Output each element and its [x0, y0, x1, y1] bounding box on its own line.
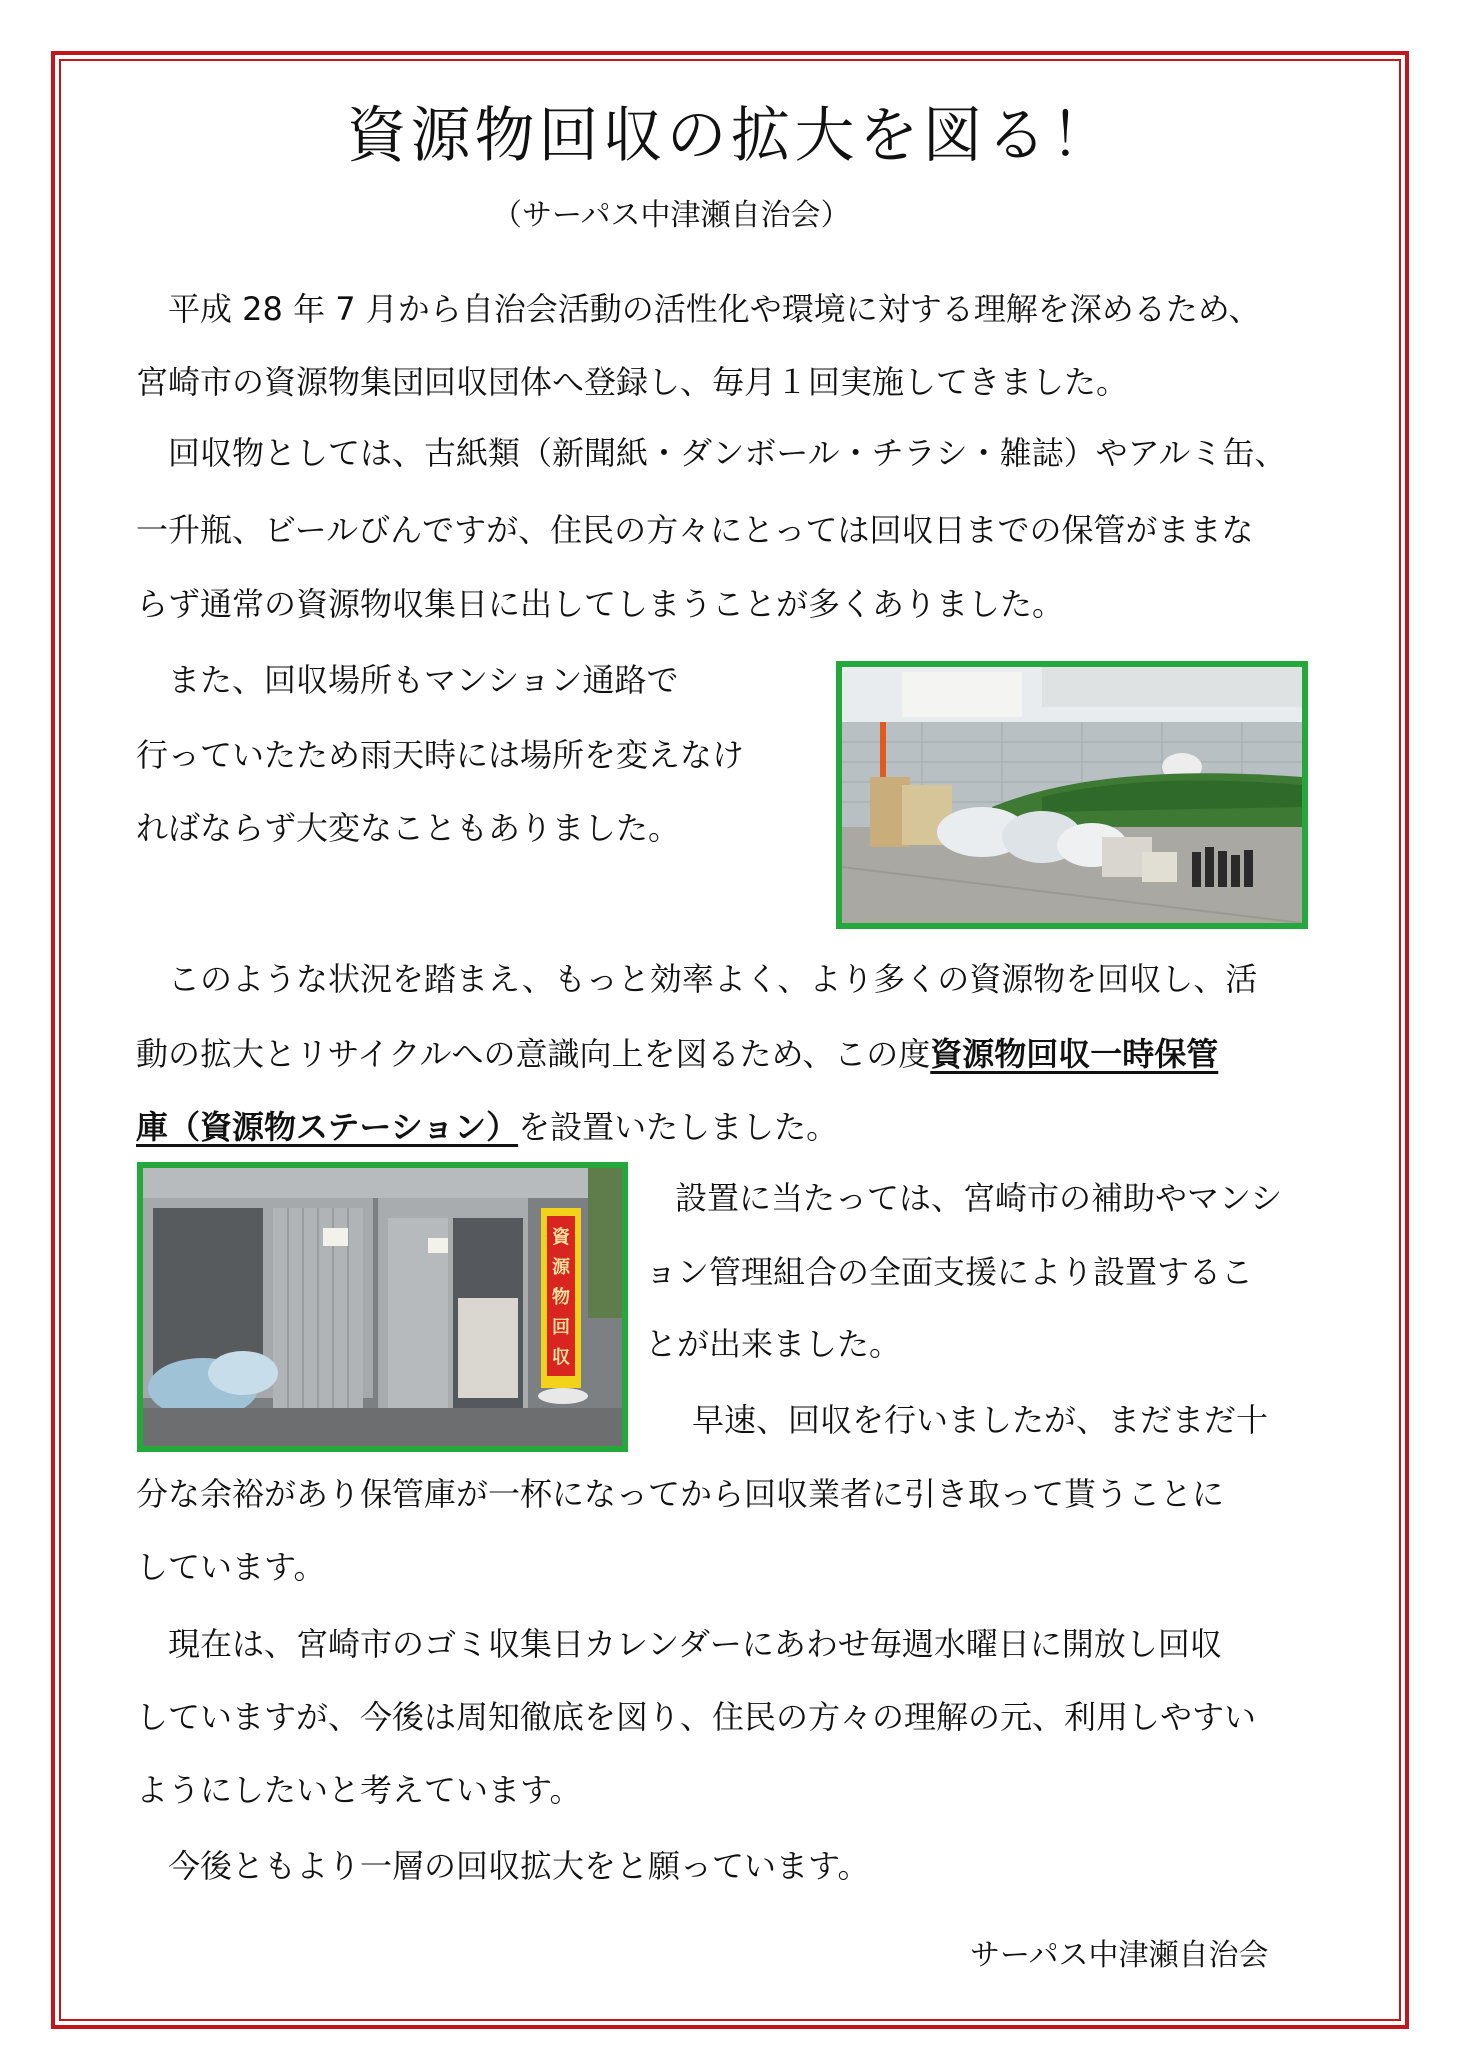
p3-line1: また、回収場所もマンション通路で: [168, 661, 679, 699]
p5-line2: ョン管理組合の全面支援により設置するこ: [645, 1253, 1254, 1291]
p5-line1: 設置に当たっては、宮崎市の補助やマンシ: [675, 1179, 1283, 1217]
svg-text:回: 回: [552, 1317, 570, 1338]
p6-line3: しています。: [136, 1548, 326, 1586]
highlight-storage-part2: 庫（資源物ステーション）: [136, 1108, 519, 1146]
p1-line2: 宮崎市の資源物集団回収団体へ登録し、毎月１回実施してきました。: [136, 363, 1129, 401]
p4-line1: このような状況を踏まえ、もっと効率よく、より多くの資源物を回収し、活: [168, 960, 1258, 998]
p8-line1: 今後ともより一層の回収拡大をと願っています。: [168, 1847, 870, 1885]
highlight-storage-part1: 資源物回収一時保管: [930, 1035, 1219, 1073]
p4-line3: [136, 1105, 838, 1149]
p3-line2: 行っていたため雨天時には場所を変えなけ: [136, 736, 745, 774]
p2-line3: らず通常の資源物収集日に出してしまうことが多くありました。: [136, 585, 1065, 623]
p7-line2: していますが、今後は周知徹底を図り、住民の方々の理解の元、利用しやすい: [136, 1698, 1257, 1736]
page-title: 資源物回収の拡大を図る！: [346, 101, 1115, 171]
p2-line1: 回収物としては、古紙類（新聞紙・ダンボール・チラシ・雑誌）やアルミ缶、: [168, 434, 1287, 472]
svg-text:資: 資: [552, 1227, 570, 1248]
p5-line3: とが出来ました。: [645, 1325, 902, 1363]
p2-line2: 一升瓶、ビールびんですが、住民の方々にとっては回収日までの保管がままな: [136, 511, 1254, 549]
p4-line3-text: を設置いたしました。: [518, 1108, 839, 1146]
p6-line2: 分な余裕があり保管庫が一杯になってから回収業者に引き取って貰うことに: [136, 1475, 1225, 1513]
p1-line1: 平成 28 年 7 月から自治会活動の活性化や環境に対する理解を深めるため、: [168, 290, 1261, 328]
resource-station-photo: [137, 1162, 628, 1452]
p7-line1: 現在は、宮崎市のゴミ収集日カレンダーにあわせ毎週水曜日に開放し回収: [168, 1625, 1222, 1663]
p3-line3: ればならず大変なこともありました。: [136, 809, 681, 847]
subtitle: （サーパス中津瀬自治会）: [492, 198, 851, 233]
svg-text:物: 物: [552, 1287, 570, 1308]
svg-text:源: 源: [552, 1257, 570, 1278]
svg-text:収: 収: [552, 1347, 570, 1368]
corridor-collection-photo: [836, 661, 1308, 929]
signature: サーパス中津瀬自治会: [970, 1938, 1269, 1973]
p4-line2-text: 動の拡大とリサイクルへの意識向上を図るため、この度: [136, 1035, 931, 1073]
p6-line1: 早速、回収を行いましたが、まだまだ十: [692, 1401, 1269, 1439]
p4-line2: [136, 1032, 1218, 1076]
p7-line3: ようにしたいと考えています。: [136, 1771, 582, 1809]
